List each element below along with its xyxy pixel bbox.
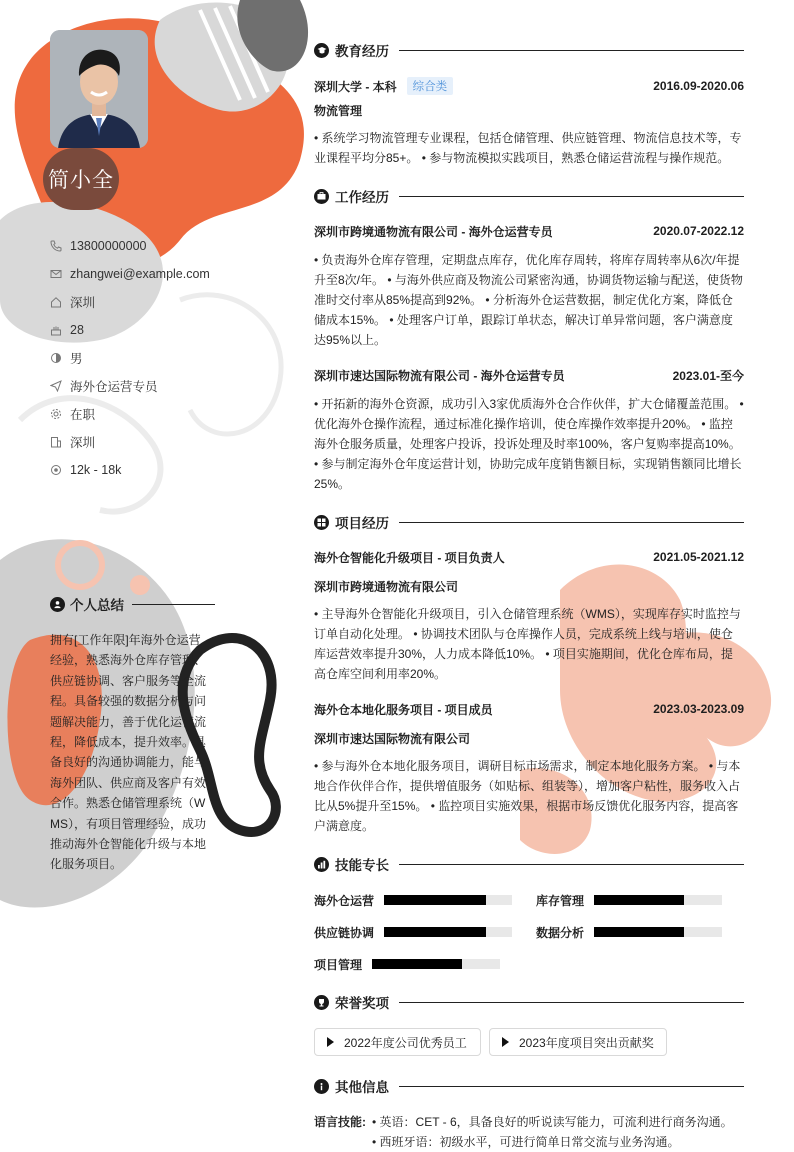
skill-3-name: 供应链协调 xyxy=(314,925,375,940)
coin-icon xyxy=(50,464,62,476)
home-icon xyxy=(50,296,62,308)
education-divider xyxy=(399,50,744,51)
person-icon xyxy=(50,597,65,612)
skill-4-fill xyxy=(594,927,684,937)
education-tag: 综合类 xyxy=(407,77,454,95)
gender-icon xyxy=(50,352,62,364)
skill-4-bar xyxy=(594,927,722,937)
info-position-text: 海外仓运营专员 xyxy=(70,380,158,394)
info-age xyxy=(50,316,270,344)
language-label: 语言技能: xyxy=(314,1115,366,1129)
other-section-header xyxy=(314,1076,744,1096)
skill-item-4 xyxy=(536,923,722,941)
info-city xyxy=(50,428,270,456)
summary-divider xyxy=(132,604,215,605)
briefcase-icon xyxy=(314,189,329,204)
project-1-desc: • 主导海外仓智能化升级项目，引入仓储管理系统（WMS），实现库存实时监控与订单自动化处理。 • 协调技术团队与仓库操作人员，完成系统上线与培训，使仓库运营效率提升30%，人力成本降低10%。 • 项目实施期间，优化仓库布局，提高仓库空间利用率20%。 xyxy=(314,607,741,681)
info-status-text: 在职 xyxy=(70,408,96,422)
info-email-text: zhangwei@example.com xyxy=(70,267,210,281)
info-gender-text: 男 xyxy=(70,352,83,366)
info-icon xyxy=(314,1079,329,1094)
language-line-2: • 西班牙语：初级水平，可进行简单日常交流与业务沟通。 xyxy=(372,1135,680,1149)
candidate-name: 简小全 xyxy=(43,148,119,210)
work-item-2-title: 深圳市速达国际物流有限公司 - 海外仓运营专员 xyxy=(314,368,565,383)
projects-section-header xyxy=(314,512,744,532)
bar-chart-icon xyxy=(314,857,329,872)
education-major: 物流管理 xyxy=(314,104,363,118)
skill-item-3 xyxy=(314,923,512,941)
language-line-1: • 英语：CET - 6，具备良好的听说读写能力，可流利进行商务沟通。 xyxy=(372,1115,733,1129)
play-triangle-icon xyxy=(327,1037,334,1047)
profile-photo xyxy=(50,30,148,148)
summary-title: 个人总结 xyxy=(70,598,124,613)
work-divider xyxy=(399,196,744,197)
award-2-text: 2023年度项目突出贡献奖 xyxy=(519,1035,654,1050)
education-date: 2016.09-2020.06 xyxy=(653,79,744,93)
info-phone-text: 13800000000 xyxy=(70,239,147,253)
awards-divider xyxy=(399,1002,744,1003)
skill-5-name: 项目管理 xyxy=(314,957,363,972)
skill-3-bar xyxy=(384,927,512,937)
skill-3-fill xyxy=(384,927,486,937)
other-title: 其他信息 xyxy=(335,1080,389,1095)
other-divider xyxy=(399,1086,744,1087)
education-desc: • 系统学习物流管理专业课程，包括仓储管理、供应链管理、物流信息技术等，专业课程平均分85+。 • 参与物流模拟实践项目，熟悉仓储运营流程与操作规范。 xyxy=(314,131,742,165)
info-location-text: 深圳 xyxy=(70,296,96,310)
project-2-company: 深圳市速达国际物流有限公司 xyxy=(314,732,471,746)
work-item-2-row xyxy=(314,366,744,384)
project-2-title: 海外仓本地化服务项目 - 项目成员 xyxy=(314,702,493,717)
info-position xyxy=(50,372,270,400)
education-school: 深圳大学 - 本科 xyxy=(314,79,397,94)
person-portrait-icon xyxy=(50,30,148,148)
project-1-company: 深圳市跨境通物流有限公司 xyxy=(314,580,459,594)
skill-1-bar xyxy=(384,895,512,905)
info-age-text: 28 xyxy=(70,323,84,337)
work-item-1-date: 2020.07-2022.12 xyxy=(653,224,744,238)
awards-title: 荣誉奖项 xyxy=(335,996,389,1011)
paper-plane-icon xyxy=(50,380,62,392)
info-salary-text: 12k - 18k xyxy=(70,463,122,477)
work-item-1-row xyxy=(314,222,744,240)
work-item-1-title: 深圳市跨境通物流有限公司 - 海外仓运营专员 xyxy=(314,224,553,239)
project-1-title: 海外仓智能化升级项目 - 项目负责人 xyxy=(314,550,505,565)
project-2-desc: • 参与海外仓本地化服务项目，调研目标市场需求，制定本地化服务方案。 • 与本地合作伙伴合作，提供增值服务（如贴标、组装等），增加客户粘性，服务收入占比从5%提升至15%。 • 监控项目实施效果，根据市场反馈优化服务内容，提高客户满意度。 xyxy=(314,759,741,833)
info-salary xyxy=(50,456,270,484)
summary-section-header xyxy=(50,594,215,614)
project-2-row xyxy=(314,700,744,718)
work-section-header xyxy=(314,186,744,206)
mail-icon xyxy=(50,268,62,280)
skill-item-5 xyxy=(314,955,500,973)
project-1-date: 2021.05-2021.12 xyxy=(653,550,744,564)
phone-icon xyxy=(50,240,62,252)
awards-section-header xyxy=(314,992,744,1012)
skill-2-name: 库存管理 xyxy=(536,893,585,908)
project-1-row xyxy=(314,548,744,566)
grid-icon xyxy=(314,515,329,530)
skill-2-fill xyxy=(594,895,684,905)
info-city-text: 深圳 xyxy=(70,436,96,450)
gear-icon xyxy=(50,408,62,420)
work-title: 工作经历 xyxy=(335,190,389,205)
skill-2-bar xyxy=(594,895,722,905)
education-section-header xyxy=(314,40,744,60)
skill-item-2 xyxy=(536,891,722,909)
work-item-2-desc: • 开拓新的海外仓资源，成功引入3家优质海外仓合作伙伴，扩大仓储覆盖范围。 • 优化海外仓操作流程，通过标准化操作培训，使仓库操作效率提升20%。 • 监控海外仓服务质量，处理客户投诉，投诉处理及时率100%，客户复购率提高10%。 • 参与制定海外仓年度运营计划，协助完成年度销售额目标，实现销售额同比增长25%。 xyxy=(314,397,744,491)
info-gender xyxy=(50,344,270,372)
award-item-1 xyxy=(314,1028,481,1056)
info-location xyxy=(50,288,270,316)
trophy-icon xyxy=(314,995,329,1010)
project-2-date: 2023.03-2023.09 xyxy=(653,702,744,716)
award-1-text: 2022年度公司优秀员工 xyxy=(344,1035,467,1050)
skill-4-name: 数据分析 xyxy=(536,925,585,940)
skills-section-header xyxy=(314,854,744,874)
age-icon xyxy=(50,324,62,336)
education-title: 教育经历 xyxy=(335,44,389,59)
skill-1-name: 海外仓运营 xyxy=(314,893,375,908)
skill-item-1 xyxy=(314,891,512,909)
skill-5-fill xyxy=(372,959,462,969)
skills-title: 技能专长 xyxy=(335,858,389,873)
work-item-1-desc: • 负责海外仓库存管理，定期盘点库存，优化库存周转，将库存周转率从6次/年提升至8次/年。 • 与海外供应商及物流公司紧密沟通，协调货物运输与配送，使货物准时交付率从85%提高到92%。 • 分析海外仓运营数据，制定优化方案，降低仓储成本15%。 • 处理客户订单，跟踪订单状态，解决订单异常问题，客户满意度达95%以上。 xyxy=(314,253,743,347)
work-item-2-date: 2023.01-至今 xyxy=(672,368,744,383)
skill-5-bar xyxy=(372,959,500,969)
projects-title: 项目经历 xyxy=(335,516,389,531)
graduation-cap-icon xyxy=(314,43,329,58)
building-icon xyxy=(50,436,62,448)
play-triangle-icon xyxy=(502,1037,509,1047)
skills-divider xyxy=(399,864,744,865)
contact-info-list xyxy=(50,232,270,484)
projects-divider xyxy=(399,522,744,523)
award-item-2 xyxy=(489,1028,667,1056)
education-row xyxy=(314,77,744,95)
info-email xyxy=(50,260,270,288)
info-status xyxy=(50,400,270,428)
summary-text: 拥有[工作年限]年海外仓运营经验，熟悉海外仓库存管理、供应链协调、客户服务等全流程。具备较强的数据分析与问题解决能力，善于优化运营流程，降低成本，提升效率。具备良好的沟通协调能力，能与海外团队、供应商及客户有效合作。熟悉仓储管理系统（WMS），有项目管理经验，成功推动海外仓智能化升级与本地化服务项目。 xyxy=(50,633,207,872)
skill-1-fill xyxy=(384,895,486,905)
info-phone xyxy=(50,232,270,260)
